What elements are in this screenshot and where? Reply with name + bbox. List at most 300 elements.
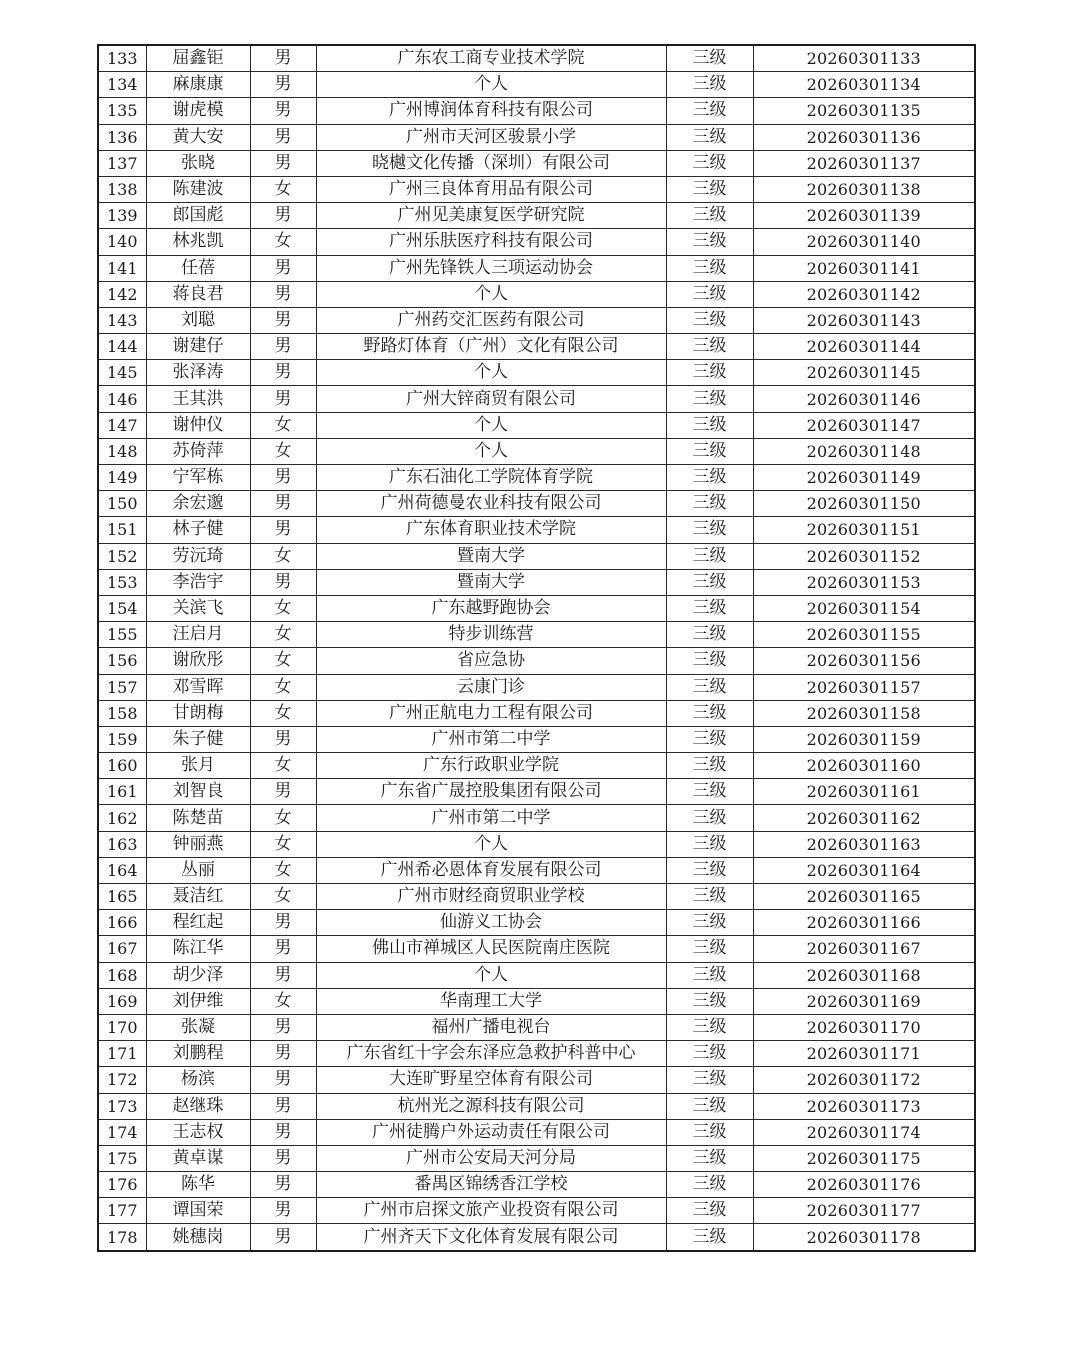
certificate-level: 三级	[666, 412, 753, 438]
row-number: 133	[98, 45, 146, 72]
certificate-number: 20260301165	[753, 884, 975, 910]
table-row	[98, 1093, 975, 1119]
table-row	[98, 45, 975, 72]
gender: 男	[250, 1014, 316, 1040]
organization: 晓樾文化传播（深圳）有限公司	[316, 150, 666, 176]
table-row	[98, 150, 975, 176]
certificate-level: 三级	[666, 176, 753, 202]
gender: 男	[250, 150, 316, 176]
organization: 广州三良体育用品有限公司	[316, 176, 666, 202]
person-name: 张凝	[146, 1014, 250, 1040]
certificate-number: 20260301170	[753, 1014, 975, 1040]
table-row	[98, 98, 975, 124]
gender: 男	[250, 1067, 316, 1093]
table-row	[98, 753, 975, 779]
certificate-level: 三级	[666, 45, 753, 72]
organization: 大连旷野星空体育有限公司	[316, 1067, 666, 1093]
row-number: 145	[98, 360, 146, 386]
table-row	[98, 360, 975, 386]
gender: 女	[250, 229, 316, 255]
gender: 女	[250, 831, 316, 857]
gender: 男	[250, 779, 316, 805]
certificate-level: 三级	[666, 438, 753, 464]
person-name: 钟丽燕	[146, 831, 250, 857]
gender: 男	[250, 98, 316, 124]
certificate-level: 三级	[666, 857, 753, 883]
certificate-level: 三级	[666, 386, 753, 412]
table-row	[98, 307, 975, 333]
gender: 男	[250, 1119, 316, 1145]
certificate-number: 20260301159	[753, 726, 975, 752]
organization: 广州市天河区骏景小学	[316, 124, 666, 150]
table-row	[98, 805, 975, 831]
organization: 云康门诊	[316, 674, 666, 700]
person-name: 刘鹏程	[146, 1041, 250, 1067]
table-row	[98, 1041, 975, 1067]
table-row	[98, 622, 975, 648]
table-row	[98, 674, 975, 700]
table-row	[98, 648, 975, 674]
organization: 广州见美康复医学研究院	[316, 203, 666, 229]
organization: 广州市财经商贸职业学校	[316, 884, 666, 910]
table-row	[98, 1198, 975, 1224]
organization: 个人	[316, 281, 666, 307]
row-number: 137	[98, 150, 146, 176]
person-name: 程红起	[146, 910, 250, 936]
organization: 仙游义工协会	[316, 910, 666, 936]
table-row	[98, 1145, 975, 1171]
row-number: 176	[98, 1172, 146, 1198]
gender: 男	[250, 360, 316, 386]
person-name: 张晓	[146, 150, 250, 176]
table-row	[98, 72, 975, 98]
gender: 女	[250, 857, 316, 883]
certificate-level: 三级	[666, 334, 753, 360]
gender: 女	[250, 988, 316, 1014]
certificate-level: 三级	[666, 988, 753, 1014]
certificate-number: 20260301150	[753, 491, 975, 517]
row-number: 174	[98, 1119, 146, 1145]
certificate-number: 20260301166	[753, 910, 975, 936]
person-name: 朱子健	[146, 726, 250, 752]
row-number: 169	[98, 988, 146, 1014]
certificate-level: 三级	[666, 884, 753, 910]
person-name: 谭国荣	[146, 1198, 250, 1224]
person-name: 刘智良	[146, 779, 250, 805]
person-name: 谢建仔	[146, 334, 250, 360]
certificate-level: 三级	[666, 1041, 753, 1067]
certificate-number: 20260301140	[753, 229, 975, 255]
certificate-number: 20260301171	[753, 1041, 975, 1067]
certificate-number: 20260301137	[753, 150, 975, 176]
table-row	[98, 569, 975, 595]
row-number: 170	[98, 1014, 146, 1040]
organization: 广州药交汇医药有限公司	[316, 307, 666, 333]
certificate-level: 三级	[666, 1172, 753, 1198]
organization: 广州正航电力工程有限公司	[316, 700, 666, 726]
organization: 广东石油化工学院体育学院	[316, 465, 666, 491]
gender: 女	[250, 176, 316, 202]
certificate-number: 20260301164	[753, 857, 975, 883]
certificate-level: 三级	[666, 700, 753, 726]
organization: 省应急协	[316, 648, 666, 674]
organization: 广州希必恩体育发展有限公司	[316, 857, 666, 883]
certificate-number: 20260301173	[753, 1093, 975, 1119]
gender: 男	[250, 569, 316, 595]
organization: 广东越野跑协会	[316, 595, 666, 621]
person-name: 聂洁红	[146, 884, 250, 910]
row-number: 136	[98, 124, 146, 150]
organization: 佛山市禅城区人民医院南庄医院	[316, 936, 666, 962]
certificate-number: 20260301139	[753, 203, 975, 229]
person-name: 劳沅琦	[146, 543, 250, 569]
row-number: 163	[98, 831, 146, 857]
gender: 女	[250, 700, 316, 726]
gender: 男	[250, 1145, 316, 1171]
gender: 男	[250, 45, 316, 72]
certificate-level: 三级	[666, 1145, 753, 1171]
person-name: 陈华	[146, 1172, 250, 1198]
table-row	[98, 412, 975, 438]
organization: 福州广播电视台	[316, 1014, 666, 1040]
certificate-level: 三级	[666, 203, 753, 229]
row-number: 141	[98, 255, 146, 281]
person-name: 丛丽	[146, 857, 250, 883]
row-number: 142	[98, 281, 146, 307]
person-name: 汪启月	[146, 622, 250, 648]
row-number: 178	[98, 1224, 146, 1251]
organization: 个人	[316, 438, 666, 464]
certificate-level: 三级	[666, 229, 753, 255]
organization: 广州乐肤医疗科技有限公司	[316, 229, 666, 255]
certificate-number: 20260301149	[753, 465, 975, 491]
table-row	[98, 124, 975, 150]
row-number: 140	[98, 229, 146, 255]
certificate-number: 20260301133	[753, 45, 975, 72]
person-name: 姚穗岗	[146, 1224, 250, 1251]
certificate-level: 三级	[666, 72, 753, 98]
person-name: 谢虎模	[146, 98, 250, 124]
person-name: 苏倚萍	[146, 438, 250, 464]
organization: 广东农工商专业技术学院	[316, 45, 666, 72]
organization: 广东省红十字会东泽应急救护科普中心	[316, 1041, 666, 1067]
person-name: 张月	[146, 753, 250, 779]
certificate-level: 三级	[666, 150, 753, 176]
person-name: 刘聪	[146, 307, 250, 333]
certificate-level: 三级	[666, 936, 753, 962]
certificate-level: 三级	[666, 360, 753, 386]
table-row	[98, 1014, 975, 1040]
row-number: 168	[98, 962, 146, 988]
certificate-level: 三级	[666, 910, 753, 936]
certificate-level: 三级	[666, 1067, 753, 1093]
gender: 男	[250, 1198, 316, 1224]
row-number: 177	[98, 1198, 146, 1224]
gender: 男	[250, 910, 316, 936]
table-row	[98, 517, 975, 543]
gender: 男	[250, 1093, 316, 1119]
certificate-number: 20260301142	[753, 281, 975, 307]
row-number: 150	[98, 491, 146, 517]
row-number: 166	[98, 910, 146, 936]
certificate-number: 20260301135	[753, 98, 975, 124]
person-name: 王其洪	[146, 386, 250, 412]
row-number: 135	[98, 98, 146, 124]
row-number: 154	[98, 595, 146, 621]
certificate-level: 三级	[666, 595, 753, 621]
certificate-level: 三级	[666, 98, 753, 124]
certificate-roster-table	[97, 44, 976, 1252]
certificate-level: 三级	[666, 805, 753, 831]
table-row	[98, 884, 975, 910]
person-name: 赵继珠	[146, 1093, 250, 1119]
certificate-number: 20260301169	[753, 988, 975, 1014]
gender: 女	[250, 412, 316, 438]
table-row	[98, 491, 975, 517]
certificate-number: 20260301162	[753, 805, 975, 831]
row-number: 160	[98, 753, 146, 779]
certificate-level: 三级	[666, 648, 753, 674]
table-row	[98, 831, 975, 857]
person-name: 黄卓谋	[146, 1145, 250, 1171]
certificate-level: 三级	[666, 543, 753, 569]
certificate-number: 20260301153	[753, 569, 975, 595]
table-row	[98, 281, 975, 307]
certificate-number: 20260301172	[753, 1067, 975, 1093]
table-row	[98, 386, 975, 412]
gender: 女	[250, 622, 316, 648]
organization: 个人	[316, 831, 666, 857]
person-name: 关滨飞	[146, 595, 250, 621]
certificate-level: 三级	[666, 1093, 753, 1119]
certificate-level: 三级	[666, 622, 753, 648]
certificate-number: 20260301148	[753, 438, 975, 464]
row-number: 146	[98, 386, 146, 412]
certificate-number: 20260301163	[753, 831, 975, 857]
row-number: 138	[98, 176, 146, 202]
person-name: 蒋良君	[146, 281, 250, 307]
certificate-level: 三级	[666, 465, 753, 491]
person-name: 谢欣彤	[146, 648, 250, 674]
gender: 男	[250, 334, 316, 360]
table-row	[98, 334, 975, 360]
organization: 广东体育职业技术学院	[316, 517, 666, 543]
person-name: 麻康康	[146, 72, 250, 98]
certificate-number: 20260301167	[753, 936, 975, 962]
gender: 男	[250, 936, 316, 962]
table-row	[98, 595, 975, 621]
certificate-level: 三级	[666, 831, 753, 857]
gender: 男	[250, 517, 316, 543]
organization: 个人	[316, 962, 666, 988]
organization: 野路灯体育（广州）文化有限公司	[316, 334, 666, 360]
certificate-number: 20260301138	[753, 176, 975, 202]
organization: 暨南大学	[316, 543, 666, 569]
row-number: 162	[98, 805, 146, 831]
row-number: 144	[98, 334, 146, 360]
row-number: 172	[98, 1067, 146, 1093]
table-row	[98, 465, 975, 491]
certificate-number: 20260301143	[753, 307, 975, 333]
row-number: 161	[98, 779, 146, 805]
gender: 男	[250, 1041, 316, 1067]
gender: 女	[250, 543, 316, 569]
certificate-number: 20260301134	[753, 72, 975, 98]
table-row	[98, 936, 975, 962]
certificate-level: 三级	[666, 569, 753, 595]
certificate-level: 三级	[666, 753, 753, 779]
row-number: 158	[98, 700, 146, 726]
row-number: 153	[98, 569, 146, 595]
table-row	[98, 543, 975, 569]
certificate-number: 20260301151	[753, 517, 975, 543]
organization: 广州市启探文旅产业投资有限公司	[316, 1198, 666, 1224]
person-name: 林兆凯	[146, 229, 250, 255]
organization: 广州先锋铁人三项运动协会	[316, 255, 666, 281]
row-number: 139	[98, 203, 146, 229]
table-row	[98, 779, 975, 805]
table-row	[98, 700, 975, 726]
table-row	[98, 229, 975, 255]
organization: 广州大锌商贸有限公司	[316, 386, 666, 412]
certificate-number: 20260301154	[753, 595, 975, 621]
organization: 广州荷德曼农业科技有限公司	[316, 491, 666, 517]
row-number: 159	[98, 726, 146, 752]
certificate-level: 三级	[666, 307, 753, 333]
table-row	[98, 962, 975, 988]
organization: 广州市公安局天河分局	[316, 1145, 666, 1171]
organization: 广东行政职业学院	[316, 753, 666, 779]
person-name: 王志权	[146, 1119, 250, 1145]
certificate-level: 三级	[666, 674, 753, 700]
gender: 女	[250, 674, 316, 700]
table-row	[98, 726, 975, 752]
row-number: 171	[98, 1041, 146, 1067]
organization: 个人	[316, 412, 666, 438]
certificate-number: 20260301145	[753, 360, 975, 386]
row-number: 155	[98, 622, 146, 648]
table-row	[98, 1067, 975, 1093]
gender: 女	[250, 595, 316, 621]
person-name: 邓雪晖	[146, 674, 250, 700]
gender: 男	[250, 962, 316, 988]
table-row	[98, 1119, 975, 1145]
certificate-level: 三级	[666, 1119, 753, 1145]
person-name: 宁军栋	[146, 465, 250, 491]
certificate-number: 20260301174	[753, 1119, 975, 1145]
table-row	[98, 176, 975, 202]
person-name: 屈鑫钜	[146, 45, 250, 72]
certificate-number: 20260301155	[753, 622, 975, 648]
organization: 广州市第二中学	[316, 805, 666, 831]
person-name: 林子健	[146, 517, 250, 543]
row-number: 147	[98, 412, 146, 438]
certificate-level: 三级	[666, 255, 753, 281]
certificate-number: 20260301156	[753, 648, 975, 674]
row-number: 165	[98, 884, 146, 910]
certificate-level: 三级	[666, 124, 753, 150]
certificate-number: 20260301146	[753, 386, 975, 412]
table-row	[98, 203, 975, 229]
certificate-number: 20260301157	[753, 674, 975, 700]
organization: 杭州光之源科技有限公司	[316, 1093, 666, 1119]
organization: 暨南大学	[316, 569, 666, 595]
person-name: 陈江华	[146, 936, 250, 962]
roster-body	[98, 45, 975, 1251]
person-name: 刘伊维	[146, 988, 250, 1014]
certificate-level: 三级	[666, 726, 753, 752]
person-name: 甘朗梅	[146, 700, 250, 726]
gender: 男	[250, 281, 316, 307]
gender: 男	[250, 491, 316, 517]
gender: 女	[250, 805, 316, 831]
person-name: 任蓓	[146, 255, 250, 281]
gender: 男	[250, 465, 316, 491]
certificate-number: 20260301178	[753, 1224, 975, 1251]
organization: 广州齐天下文化体育发展有限公司	[316, 1224, 666, 1251]
person-name: 张泽涛	[146, 360, 250, 386]
person-name: 杨滨	[146, 1067, 250, 1093]
row-number: 148	[98, 438, 146, 464]
row-number: 151	[98, 517, 146, 543]
organization: 个人	[316, 72, 666, 98]
row-number: 134	[98, 72, 146, 98]
certificate-number: 20260301158	[753, 700, 975, 726]
gender: 男	[250, 124, 316, 150]
certificate-number: 20260301147	[753, 412, 975, 438]
certificate-number: 20260301176	[753, 1172, 975, 1198]
organization: 番禺区锦绣香江学校	[316, 1172, 666, 1198]
row-number: 157	[98, 674, 146, 700]
organization: 广州市第二中学	[316, 726, 666, 752]
organization: 广州徒腾户外运动责任有限公司	[316, 1119, 666, 1145]
row-number: 175	[98, 1145, 146, 1171]
organization: 华南理工大学	[316, 988, 666, 1014]
person-name: 陈建波	[146, 176, 250, 202]
organization: 特步训练营	[316, 622, 666, 648]
table-row	[98, 1172, 975, 1198]
person-name: 胡少泽	[146, 962, 250, 988]
certificate-level: 三级	[666, 962, 753, 988]
row-number: 143	[98, 307, 146, 333]
gender: 男	[250, 255, 316, 281]
certificate-number: 20260301175	[753, 1145, 975, 1171]
person-name: 谢仲仪	[146, 412, 250, 438]
table-row	[98, 438, 975, 464]
gender: 女	[250, 884, 316, 910]
row-number: 173	[98, 1093, 146, 1119]
person-name: 余宏邈	[146, 491, 250, 517]
certificate-level: 三级	[666, 491, 753, 517]
organization: 个人	[316, 360, 666, 386]
gender: 男	[250, 386, 316, 412]
certificate-number: 20260301152	[753, 543, 975, 569]
certificate-level: 三级	[666, 779, 753, 805]
row-number: 152	[98, 543, 146, 569]
person-name: 陈楚苗	[146, 805, 250, 831]
row-number: 164	[98, 857, 146, 883]
gender: 女	[250, 438, 316, 464]
certificate-level: 三级	[666, 517, 753, 543]
certificate-number: 20260301168	[753, 962, 975, 988]
row-number: 156	[98, 648, 146, 674]
certificate-number: 20260301136	[753, 124, 975, 150]
person-name: 黄大安	[146, 124, 250, 150]
certificate-number: 20260301160	[753, 753, 975, 779]
table-row	[98, 1224, 975, 1251]
gender: 男	[250, 307, 316, 333]
gender: 男	[250, 203, 316, 229]
